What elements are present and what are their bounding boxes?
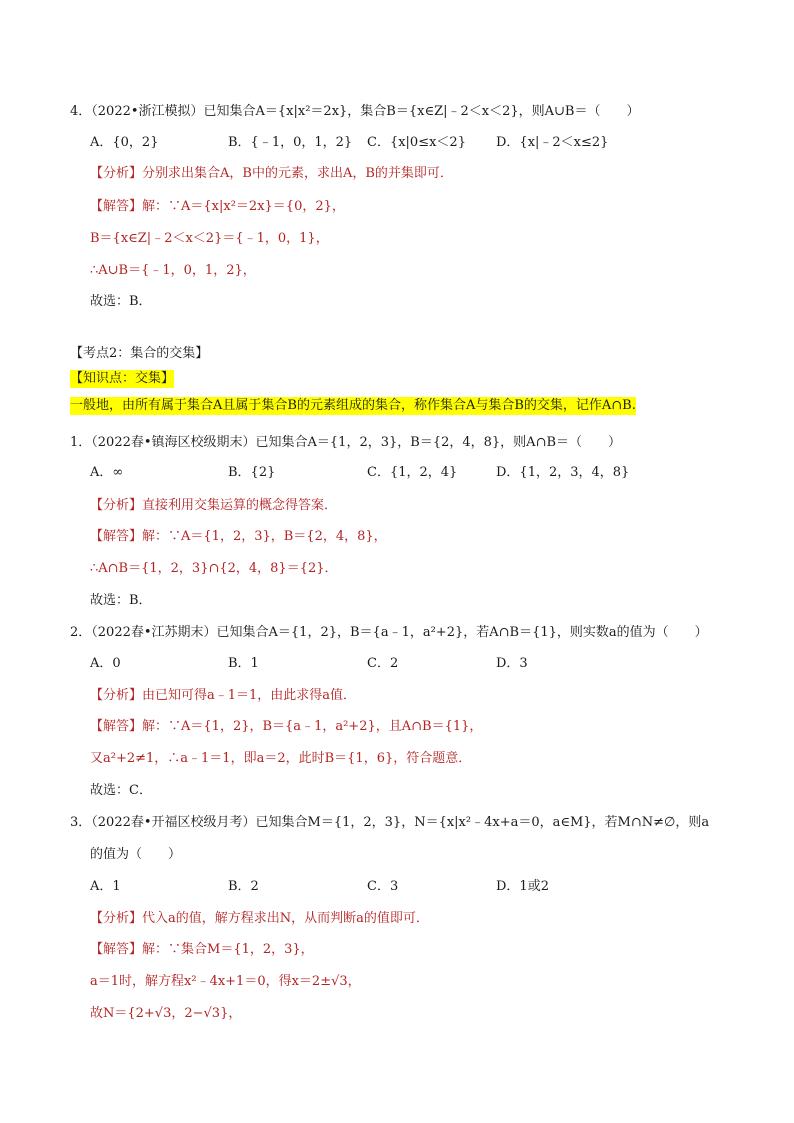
question-2-stem: 2．（2022春•江苏期末）已知集合A＝{1，2}，B＝{a﹣1，a²+2}，若A∩B＝{1}，则实数a的值为（ ） (70, 625, 708, 640)
answer-text: 解：∵A＝{1，2}，B＝{a﹣1，a²+2}，且A∩B＝{1}， (142, 719, 483, 734)
q1-answer-line-2: ∴A∩B＝{1，2，3}∩{2，4，8}＝{2}． (90, 561, 338, 576)
q3-option-a: A．1 (90, 879, 121, 894)
answer-text: 解：∵A＝{1，2，3}，B＝{2，4，8}， (142, 529, 387, 544)
q4-answer-line-2: B＝{x∈Z|﹣2＜x＜2}＝{﹣1，0，1}， (90, 231, 329, 246)
q4-answer-line-4: 故选：B． (90, 294, 152, 309)
analysis-tag: 【分析】 (90, 166, 143, 181)
q1-answer-line-1 (90, 528, 387, 546)
analysis-text: 分别求出集合A，B中的元素，求出A，B的并集即可． (142, 166, 453, 181)
q3-answer-line-1 (90, 941, 314, 959)
q2-option-d: D．3 (496, 656, 528, 671)
q3-answer-line-2: a＝1时，解方程x²﹣4x+1＝0，得x＝2±√3， (90, 974, 361, 989)
q2-option-c: C．2 (367, 656, 399, 671)
analysis-tag: 【分析】 (90, 688, 143, 703)
q1-option-b: B．{2} (228, 465, 276, 480)
q2-answer-line-2: 又a²+2≠1，∴a﹣1＝1，即a＝2，此时B＝{1，6}，符合题意． (90, 751, 472, 766)
question-3-stem-line-2: 的值为（ ） (90, 847, 182, 862)
q1-answer-line-3: 故选：B． (90, 593, 152, 608)
knowledge-tag: 【知识点：交集】 (70, 371, 175, 386)
answer-tag: 【解答】 (90, 529, 143, 544)
q3-analysis (90, 910, 429, 928)
question-4-stem: 4．（2022•浙江模拟）已知集合A＝{x|x²＝2x}，集合B＝{x∈Z|﹣2＜x＜2}，则A∪B＝（ ） (70, 104, 640, 119)
q1-analysis (90, 497, 337, 515)
q2-option-b: B．1 (228, 656, 259, 671)
q4-answer-line-1 (90, 198, 345, 216)
question-1-stem: 1．（2022春•镇海区校级期末）已知集合A＝{1，2，3}，B＝{2，4，8}，则A∩B＝（ ） (70, 435, 622, 450)
q3-option-d: D．1或2 (496, 879, 549, 894)
answer-tag: 【解答】 (90, 719, 143, 734)
q1-option-d: D．{1，2，3，4，8} (496, 465, 630, 480)
q4-option-c: C．{x|0≤x＜2} (367, 135, 466, 150)
answer-text: 解：∵集合M＝{1，2，3}， (142, 942, 314, 957)
q3-option-c: C．3 (367, 879, 399, 894)
q4-option-a: A．{0，2} (90, 135, 159, 150)
analysis-tag: 【分析】 (90, 911, 143, 926)
q1-option-c: C．{1，2，4} (367, 465, 458, 480)
q3-answer-line-3: 故N＝{2+√3，2−√3}， (90, 1006, 242, 1021)
q2-option-a: A．0 (90, 656, 121, 671)
q2-analysis (90, 687, 356, 705)
q1-option-a: A．∞ (90, 465, 124, 480)
q4-analysis (90, 165, 453, 183)
question-3-stem-line-1: 3．（2022春•开福区校级月考）已知集合M＝{1，2，3}，N＝{x|x²﹣4x+a＝0，a∈M}，若M∩N≠∅，则a (70, 815, 710, 830)
q3-option-b: B．2 (228, 879, 259, 894)
definition-text: 一般地，由所有属于集合A且属于集合B的元素组成的集合，称作集合A与集合B的交集，记作A∩B. (70, 398, 636, 413)
analysis-text: 代入a的值，解方程求出N，从而判断a的值即可． (142, 911, 429, 926)
q2-answer-line-1 (90, 718, 482, 736)
answer-text: 解：∵A＝{x|x²＝2x}＝{0，2}， (142, 199, 345, 214)
analysis-tag: 【分析】 (90, 498, 143, 513)
answer-tag: 【解答】 (90, 942, 143, 957)
answer-tag: 【解答】 (90, 199, 143, 214)
q4-option-d: D．{x|﹣2＜x≤2} (496, 135, 609, 150)
q4-option-b: B．{﹣1，0，1，2} (228, 135, 353, 150)
analysis-text: 直接利用交集运算的概念得答案． (142, 498, 338, 513)
analysis-text: 由已知可得a﹣1＝1，由此求得a值． (142, 688, 357, 703)
q4-answer-line-3: ∴A∪B＝{﹣1，0，1，2}， (90, 263, 256, 278)
section-title: 【考点2：集合的交集】 (70, 346, 209, 361)
q2-answer-line-3: 故选：C． (90, 783, 152, 798)
